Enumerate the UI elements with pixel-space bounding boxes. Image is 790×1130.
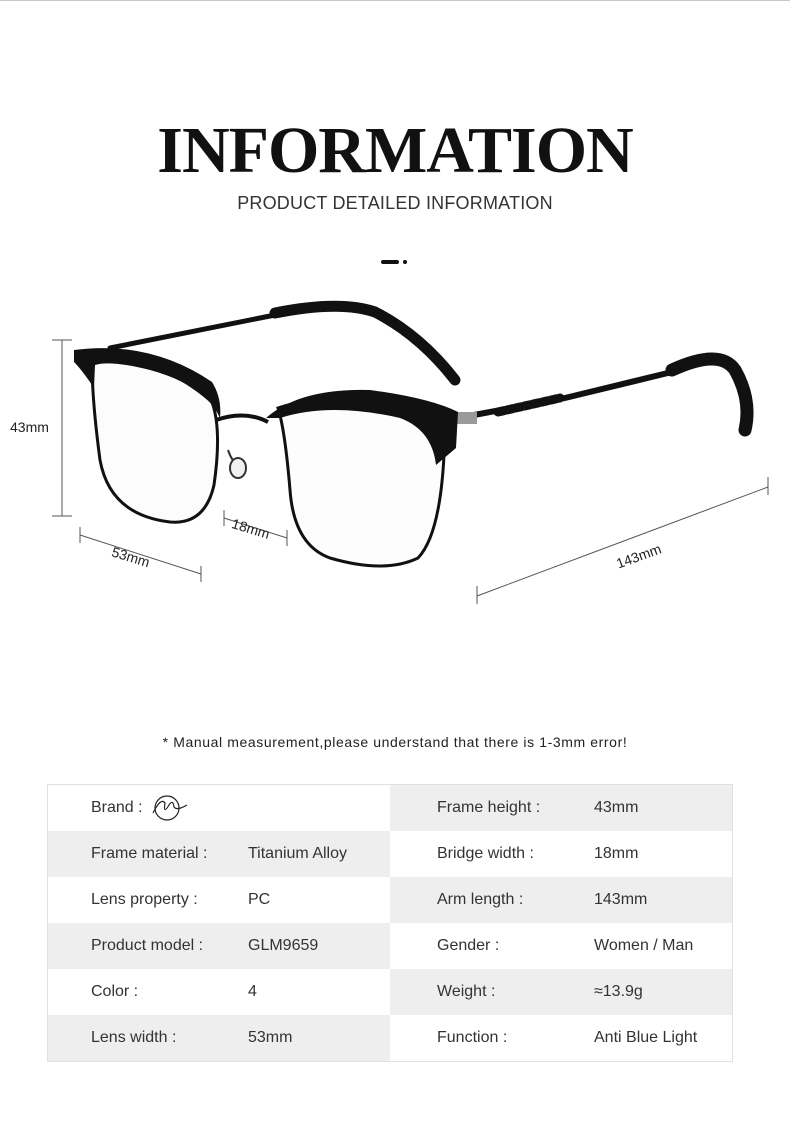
lens-property-label: Lens property : <box>91 891 198 908</box>
color-label: Color : <box>91 983 139 1000</box>
spec-row <box>48 831 732 877</box>
spec-cell-product-model <box>48 923 390 969</box>
spec-cell-frame-material <box>48 831 390 877</box>
weight-value: ≈13.9g <box>594 983 643 1000</box>
arm-length-spec-value: 143mm <box>594 891 648 908</box>
bridge <box>216 415 268 422</box>
hinge <box>455 412 477 424</box>
decorative-dash <box>381 260 399 264</box>
lens-width-spec-value: 53mm <box>248 1029 293 1046</box>
measurement-note: * Manual measurement,please understand that there is 1-3mm error! <box>162 734 628 750</box>
top-divider <box>0 0 790 1</box>
function-label: Function : <box>437 1029 508 1046</box>
spec-cell-function <box>390 1015 732 1061</box>
frame-material-label: Frame material : <box>91 845 208 862</box>
spec-row <box>48 923 732 969</box>
lens-width-spec-label: Lens width : <box>91 1029 177 1046</box>
near-temple-arm <box>458 359 747 430</box>
glasses-diagram <box>0 290 790 620</box>
frame-height-label: 43mm <box>10 419 49 435</box>
spec-cell-lens-property <box>48 877 390 923</box>
weight-label: Weight : <box>437 983 496 1000</box>
arm-length-label: 143mm <box>614 540 664 572</box>
spec-row <box>48 1015 732 1061</box>
frame-height-spec-value: 43mm <box>594 799 639 816</box>
spec-table <box>47 784 733 1062</box>
arm-length-dimension <box>477 477 768 604</box>
page-title: INFORMATION <box>157 114 633 187</box>
color-value: 4 <box>248 983 257 1000</box>
lens-property-value: PC <box>248 891 271 908</box>
spec-cell-frame-height <box>390 785 732 831</box>
frame-height-spec-label: Frame height : <box>437 799 541 816</box>
brand-logo-icon <box>147 793 191 823</box>
spec-cell-brand <box>48 785 390 831</box>
spec-cell-arm-length <box>390 877 732 923</box>
spec-cell-bridge-width <box>390 831 732 877</box>
arm-length-spec-label: Arm length : <box>437 891 524 908</box>
lens-width-label: 53mm <box>109 543 152 571</box>
frame-material-value: Titanium Alloy <box>248 845 347 862</box>
spec-row <box>48 969 732 1015</box>
spec-cell-color <box>48 969 390 1015</box>
spec-cell-lens-width <box>48 1015 390 1061</box>
bridge-width-label: Bridge width : <box>437 845 534 862</box>
spec-cell-weight <box>390 969 732 1015</box>
brand-label: Brand : <box>91 799 143 816</box>
frame-height-dimension <box>52 340 72 516</box>
spec-row <box>48 785 732 831</box>
spec-cell-gender <box>390 923 732 969</box>
decorative-dot <box>403 260 407 264</box>
gender-value: Women / Man <box>594 937 694 954</box>
bridge-width-value: 18mm <box>594 845 639 862</box>
product-model-value: GLM9659 <box>248 937 319 954</box>
page-subtitle: PRODUCT DETAILED INFORMATION <box>237 193 553 213</box>
spec-row <box>48 877 732 923</box>
function-value: Anti Blue Light <box>594 1029 698 1046</box>
bridge-label: 18mm <box>229 515 272 542</box>
product-model-label: Product model : <box>91 937 204 954</box>
gender-label: Gender : <box>437 937 500 954</box>
